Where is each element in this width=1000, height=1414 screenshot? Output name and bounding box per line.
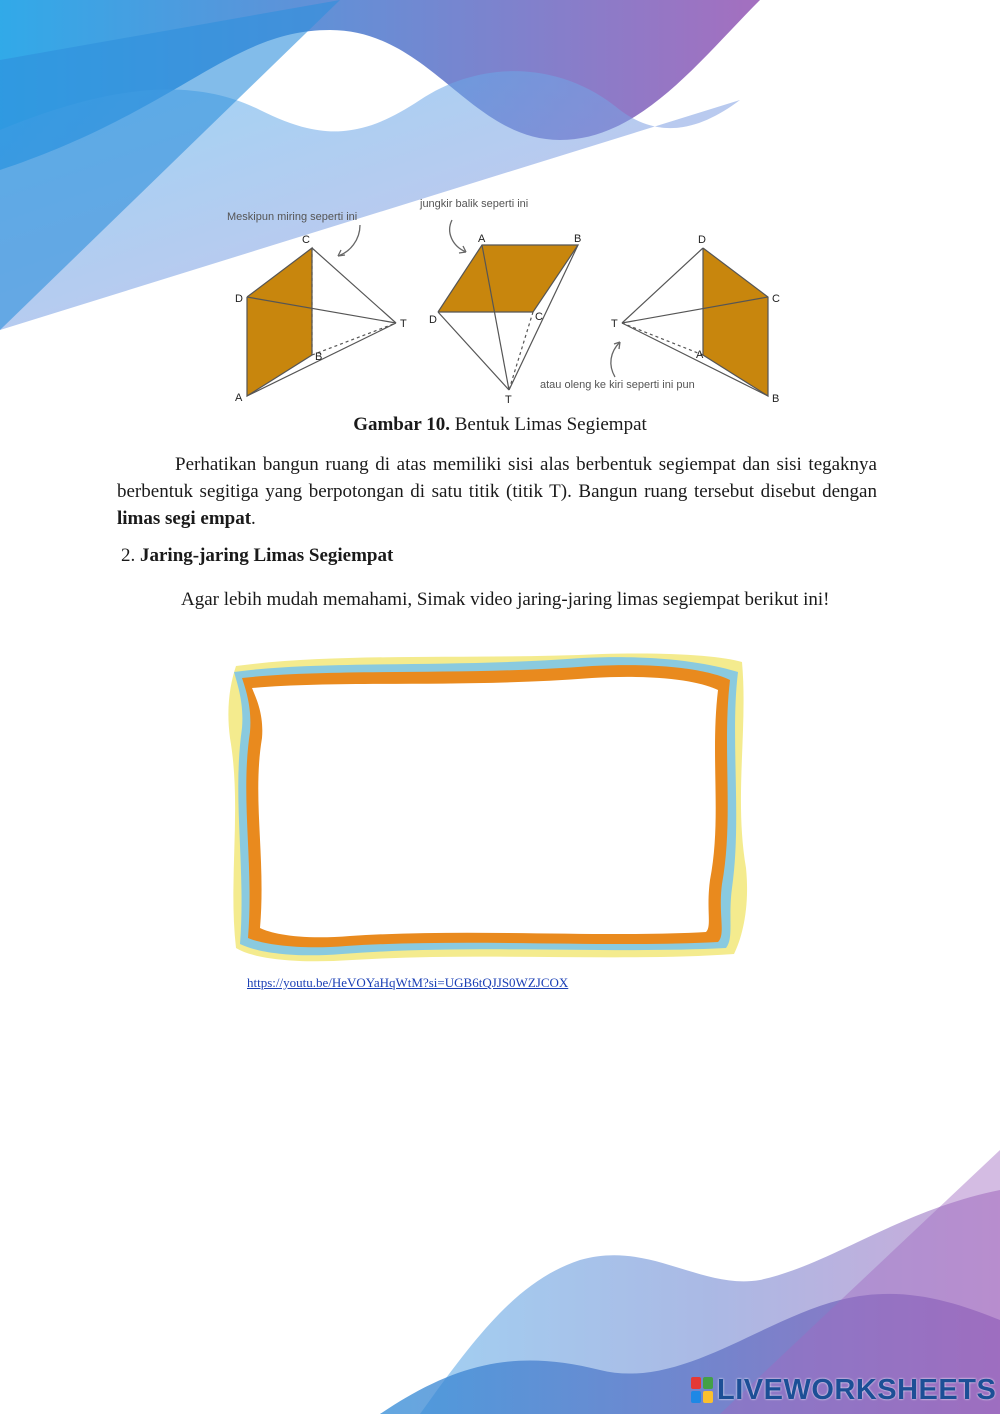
- caption-text: Bentuk Limas Segiempat: [449, 414, 647, 435]
- vertex-label: T: [505, 394, 512, 406]
- section-number: 2.: [121, 545, 136, 566]
- paragraph-bold-term: limas segi empat: [117, 508, 252, 529]
- section-title: Jaring-jaring Limas Segiempat: [135, 545, 394, 566]
- liveworksheets-logo-icon: [691, 1377, 713, 1403]
- vertex-label: C: [535, 311, 543, 323]
- caption-label: Gambar 10.: [353, 414, 450, 435]
- pyramid-figure: [220, 190, 790, 410]
- annotation-upside-down: jungkir balik seperti ini: [420, 198, 529, 210]
- paragraph-end: .: [251, 508, 256, 529]
- annotation-tilted-left: atau oleng ke kiri seperti ini pun: [540, 379, 695, 391]
- video-link[interactable]: https://youtu.be/HeVOYaHqWtM?si=UGB6tQJJS0WZJCOX: [247, 975, 569, 990]
- vertex-label: B: [772, 393, 780, 405]
- vertex-label: T: [400, 318, 407, 330]
- paragraph-instruction: [121, 586, 862, 613]
- brand-text: LIVEWORKSHEETS: [717, 1373, 997, 1406]
- section-heading: [121, 545, 393, 567]
- vertex-label: A: [696, 349, 704, 361]
- vertex-label: D: [698, 234, 706, 246]
- paragraph-text: Perhatikan bangun ruang di atas memiliki sisi alas berbentuk segiempat dan sisi tegaknya berbentuk segitiga yang berpotongan di satu titik (titik T). Bangun ruang tersebut disebut dengan: [117, 454, 877, 502]
- annotation-slanted: Meskipun miring seperti ini: [227, 211, 358, 223]
- vertex-label: A: [235, 392, 243, 404]
- vertex-label: B: [315, 351, 323, 363]
- vertex-label: C: [772, 293, 780, 305]
- paragraph-text: Agar lebih mudah memahami, Simak video jaring-jaring limas segiempat berikut ini!: [181, 589, 830, 610]
- figure-caption: [0, 414, 1000, 436]
- pyramid-slanted: [235, 234, 407, 404]
- vertex-label: D: [235, 293, 243, 305]
- vertex-label: D: [429, 314, 437, 326]
- vertex-label: B: [574, 233, 582, 245]
- vertex-label: T: [611, 318, 618, 330]
- brand-footer: [691, 1374, 996, 1406]
- vertex-label: C: [302, 234, 310, 246]
- paragraph-description: [117, 451, 877, 532]
- video-frame[interactable]: [222, 648, 752, 966]
- vertex-label: A: [478, 233, 486, 245]
